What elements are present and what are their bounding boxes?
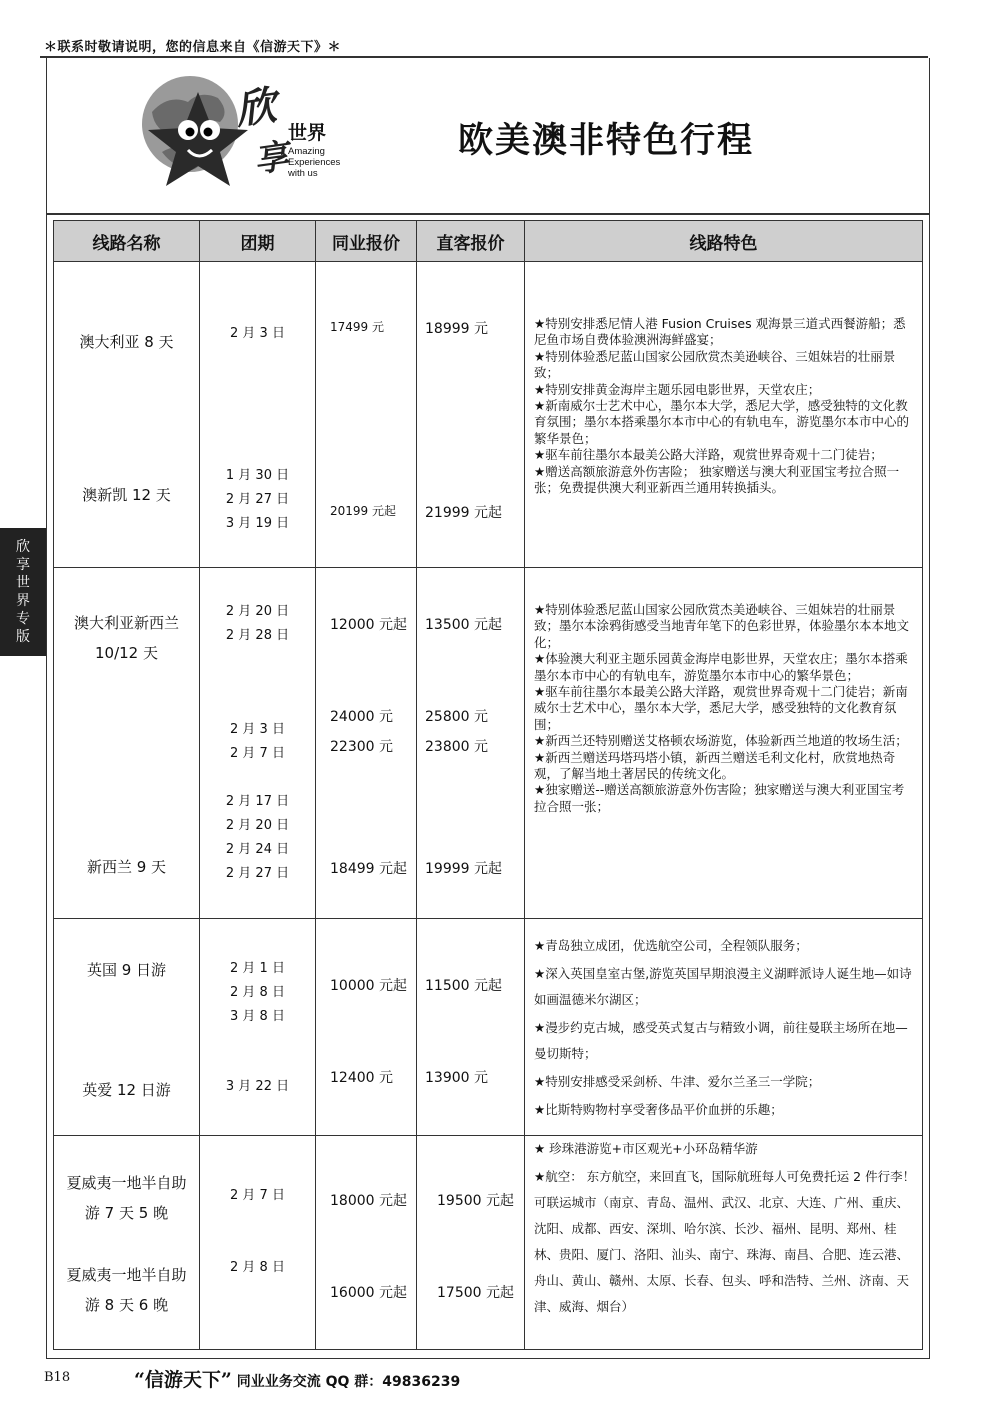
retail-price-cell [417, 568, 525, 919]
feature-item: ★特别安排悉尼情人港 Fusion Cruises 观海景三道式西餐游船；悉尼鱼市场自费体验澳洲海鲜盛宴； [534, 316, 906, 348]
feature-item: ★驱车前往墨尔本最美公路大洋路，观赏世界奇观十二门徒岩；新南威尔士艺术中心，墨尔本大学，悉尼大学，感受独特的文化教育氛围； [534, 684, 908, 732]
feature-item: ★新西兰还特别赠送艾格顿农场游览，体验新西兰地道的牧场生活； [534, 733, 908, 749]
trade-price: 24000 元 [330, 709, 393, 725]
table-header [54, 221, 923, 262]
retail-price-cell [417, 919, 525, 1136]
departure-date: 2 月 17 日 [225, 794, 290, 809]
page-code: B18 [44, 1370, 71, 1385]
departure-date: 2 月 20 日 [225, 818, 290, 833]
features-cell [525, 919, 923, 1136]
trade-price-cell [316, 568, 417, 919]
retail-price-cell [417, 262, 525, 568]
feature-item: ★青岛独立成团，优选航空公司，全程领队服务； [534, 938, 808, 953]
retail-price: 19999 元起 [425, 861, 502, 877]
header-rule [46, 213, 930, 215]
departure-date: 2 月 3 日 [230, 326, 285, 341]
retail-price: 23800 元 [425, 739, 488, 755]
table-row [54, 919, 923, 1136]
trade-price-cell [316, 1136, 417, 1350]
feature-item: ★特别体验悉尼蓝山国家公园欣赏杰美逊峡谷、三姐妹岩的壮丽景致；墨尔本涂鸦街感受当地青年笔下的色彩世界，体验墨尔本本地文化； [534, 602, 910, 650]
side-tab: 欣 享 世 界 专 版 [0, 528, 46, 656]
departure-date: 2 月 27 日 [225, 866, 290, 881]
departure-date: 2 月 8 日 [230, 985, 285, 1000]
footer-qq: 同业业务交流 QQ 群：49836239 [236, 1374, 461, 1390]
table-row [54, 1136, 923, 1350]
route-name-cell [54, 568, 200, 919]
svg-text:享: 享 [251, 136, 291, 181]
departure-date: 2 月 7 日 [230, 746, 285, 761]
departure-date: 2 月 24 日 [225, 842, 290, 857]
route-name: 新西兰 9 天 [86, 858, 167, 876]
trade-price: 10000 元起 [330, 978, 407, 994]
trade-price: 12000 元起 [330, 617, 407, 633]
dates-cell [200, 568, 316, 919]
logo-shijie: 世界 [288, 122, 327, 144]
trade-price: 12400 元 [330, 1070, 393, 1086]
departure-date: 2 月 28 日 [225, 628, 290, 643]
feature-item: ★ 珍珠港游览+市区观光+小环岛精华游 [534, 1141, 758, 1156]
features-list [534, 602, 916, 815]
features-list [534, 1136, 916, 1322]
page-title: 欧美澳非特色行程 [458, 121, 755, 161]
trade-price: 22300 元 [330, 739, 393, 755]
header-trade-price: 同业报价 [316, 221, 417, 262]
feature-item: ★驱车前往墨尔本最美公路大洋路，观赏世界奇观十二门徒岩； [534, 447, 883, 463]
feature-item: ★漫步约克古城，感受英式复古与精致小调，前往曼联主场所在地—曼切斯特； [534, 1020, 908, 1061]
departure-date: 2 月 27 日 [225, 492, 290, 507]
feature-item: ★赠送高额旅游意外伤害险； 独家赠送与澳大利亚国宝考拉合照一张；免费提供澳大利亚新西兰通用转换插头。 [534, 463, 900, 496]
route-name: 澳新凯 12 天 [82, 486, 171, 504]
trade-price-cell [316, 262, 417, 568]
feature-item: ★特别安排黄金海岸主题乐园电影世界，天堂农庄； [534, 381, 821, 397]
dates-cell [200, 262, 316, 568]
footer-text [134, 1365, 460, 1392]
header-dates: 团期 [200, 221, 316, 262]
logo-tagline: Amazing Experiences with us [288, 146, 341, 179]
route-name: 英国 9 日游 [86, 961, 167, 979]
retail-price: 19500 元起 [437, 1193, 514, 1209]
trade-price: 18499 元起 [330, 861, 407, 877]
footer-brand: “信游天下” [134, 1369, 232, 1391]
feature-item: ★特别安排感受采剑桥、牛津、爱尔兰圣三一学院； [534, 1074, 821, 1089]
retail-price: 18999 元 [425, 321, 488, 337]
departure-date: 1 月 30 日 [225, 468, 290, 483]
departure-date: 3 月 19 日 [225, 516, 290, 531]
top-note: ＊联系时敬请说明，您的信息来自《信游天下》＊ [44, 40, 342, 55]
trade-price-cell [316, 919, 417, 1136]
svg-text:欣: 欣 [232, 81, 280, 134]
departure-date: 2 月 7 日 [230, 1188, 285, 1203]
feature-item: ★深入英国皇室古堡,游览英国早期浪漫主义湖畔派诗人诞生地—如诗如画温德米尔湖区； [534, 966, 912, 1007]
departure-date: 2 月 1 日 [230, 961, 285, 976]
trade-price: 16000 元起 [330, 1285, 407, 1301]
dates-cell [200, 1136, 316, 1350]
trade-price: 20199 元起 [330, 504, 396, 518]
departure-date: 3 月 22 日 [225, 1079, 290, 1094]
route-name: 夏威夷一地半自助游 7 天 5 晚 [66, 1174, 187, 1222]
route-name: 英爱 12 日游 [82, 1081, 171, 1099]
departure-date: 2 月 3 日 [230, 722, 285, 737]
header-route-name: 线路名称 [54, 221, 200, 262]
feature-item: ★体验澳大利亚主题乐园黄金海岸电影世界，天堂农庄；墨尔本搭乘墨尔本市中心的有轨电车，游览墨尔本市中心的繁华景色； [534, 651, 908, 683]
itinerary-table [53, 220, 923, 1350]
retail-price: 25800 元 [425, 709, 488, 725]
trade-price: 17499 元 [330, 320, 384, 334]
features-list [534, 933, 916, 1125]
features-cell [525, 262, 923, 568]
route-name: 夏威夷一地半自助游 8 天 6 晚 [66, 1266, 187, 1314]
features-cell [525, 568, 923, 919]
departure-date: 2 月 8 日 [230, 1260, 285, 1275]
feature-item: ★独家赠送--赠送高额旅游意外伤害险；独家赠送与澳大利亚国宝考拉合照一张； [534, 782, 905, 814]
retail-price: 21999 元起 [425, 505, 502, 521]
retail-price: 13500 元起 [425, 617, 502, 633]
features-cell [525, 1136, 923, 1350]
feature-item: ★特别体验悉尼蓝山国家公园欣赏杰美逊峡谷、三姐妹岩的壮丽景致； [534, 348, 896, 381]
feature-item: ★航空： 东方航空，来回直飞，国际航班每人可免费托运 2 件行李！ 可联运城市（南京、青岛、温州、武汉、北京、大连、广州、重庆、沈阳、成都、西安、深圳、哈尔滨、长沙、福州、昆明、郑州、桂林、贵阳、厦门、洛阳、汕头、南宁、珠海、南昌、合肥、连云港、舟山、黄山、赣州、太原、长春、包头、呼和浩特、兰州、济南、天津、威海、烟台） [534, 1169, 916, 1314]
departure-date: 3 月 8 日 [230, 1009, 285, 1024]
feature-item: ★新南威尔士艺术中心，墨尔本大学，悉尼大学，感受独特的文化教育氛围；墨尔本搭乘墨尔本市中心的有轨电车，游览墨尔本市中心的繁华景色； [534, 398, 910, 446]
retail-price: 11500 元起 [425, 978, 502, 994]
route-name-cell [54, 262, 200, 568]
route-name: 澳大利亚新西兰 10/12 天 [73, 614, 179, 662]
departure-date: 2 月 20 日 [225, 604, 290, 619]
retail-price: 17500 元起 [437, 1285, 514, 1301]
feature-item: ★比斯特购物村享受奢侈品平价血拼的乐趣； [534, 1102, 783, 1117]
route-name-cell [54, 919, 200, 1136]
feature-item: ★新西兰赠送玛塔玛塔小镇，新西兰赠送毛利文化村，欣赏地热奇观，了解当地土著居民的传统文化。 [534, 749, 896, 782]
header-features: 线路特色 [525, 221, 923, 262]
route-name: 澳大利亚 8 天 [79, 333, 174, 351]
dates-cell [200, 919, 316, 1136]
logo [138, 72, 358, 192]
header-retail-price: 直客报价 [417, 221, 525, 262]
route-name-cell [54, 1136, 200, 1350]
features-list [534, 316, 916, 496]
trade-price: 18000 元起 [330, 1193, 407, 1209]
table-row [54, 262, 923, 568]
retail-price: 13900 元 [425, 1070, 488, 1086]
retail-price-cell [417, 1136, 525, 1350]
table-row [54, 568, 923, 919]
